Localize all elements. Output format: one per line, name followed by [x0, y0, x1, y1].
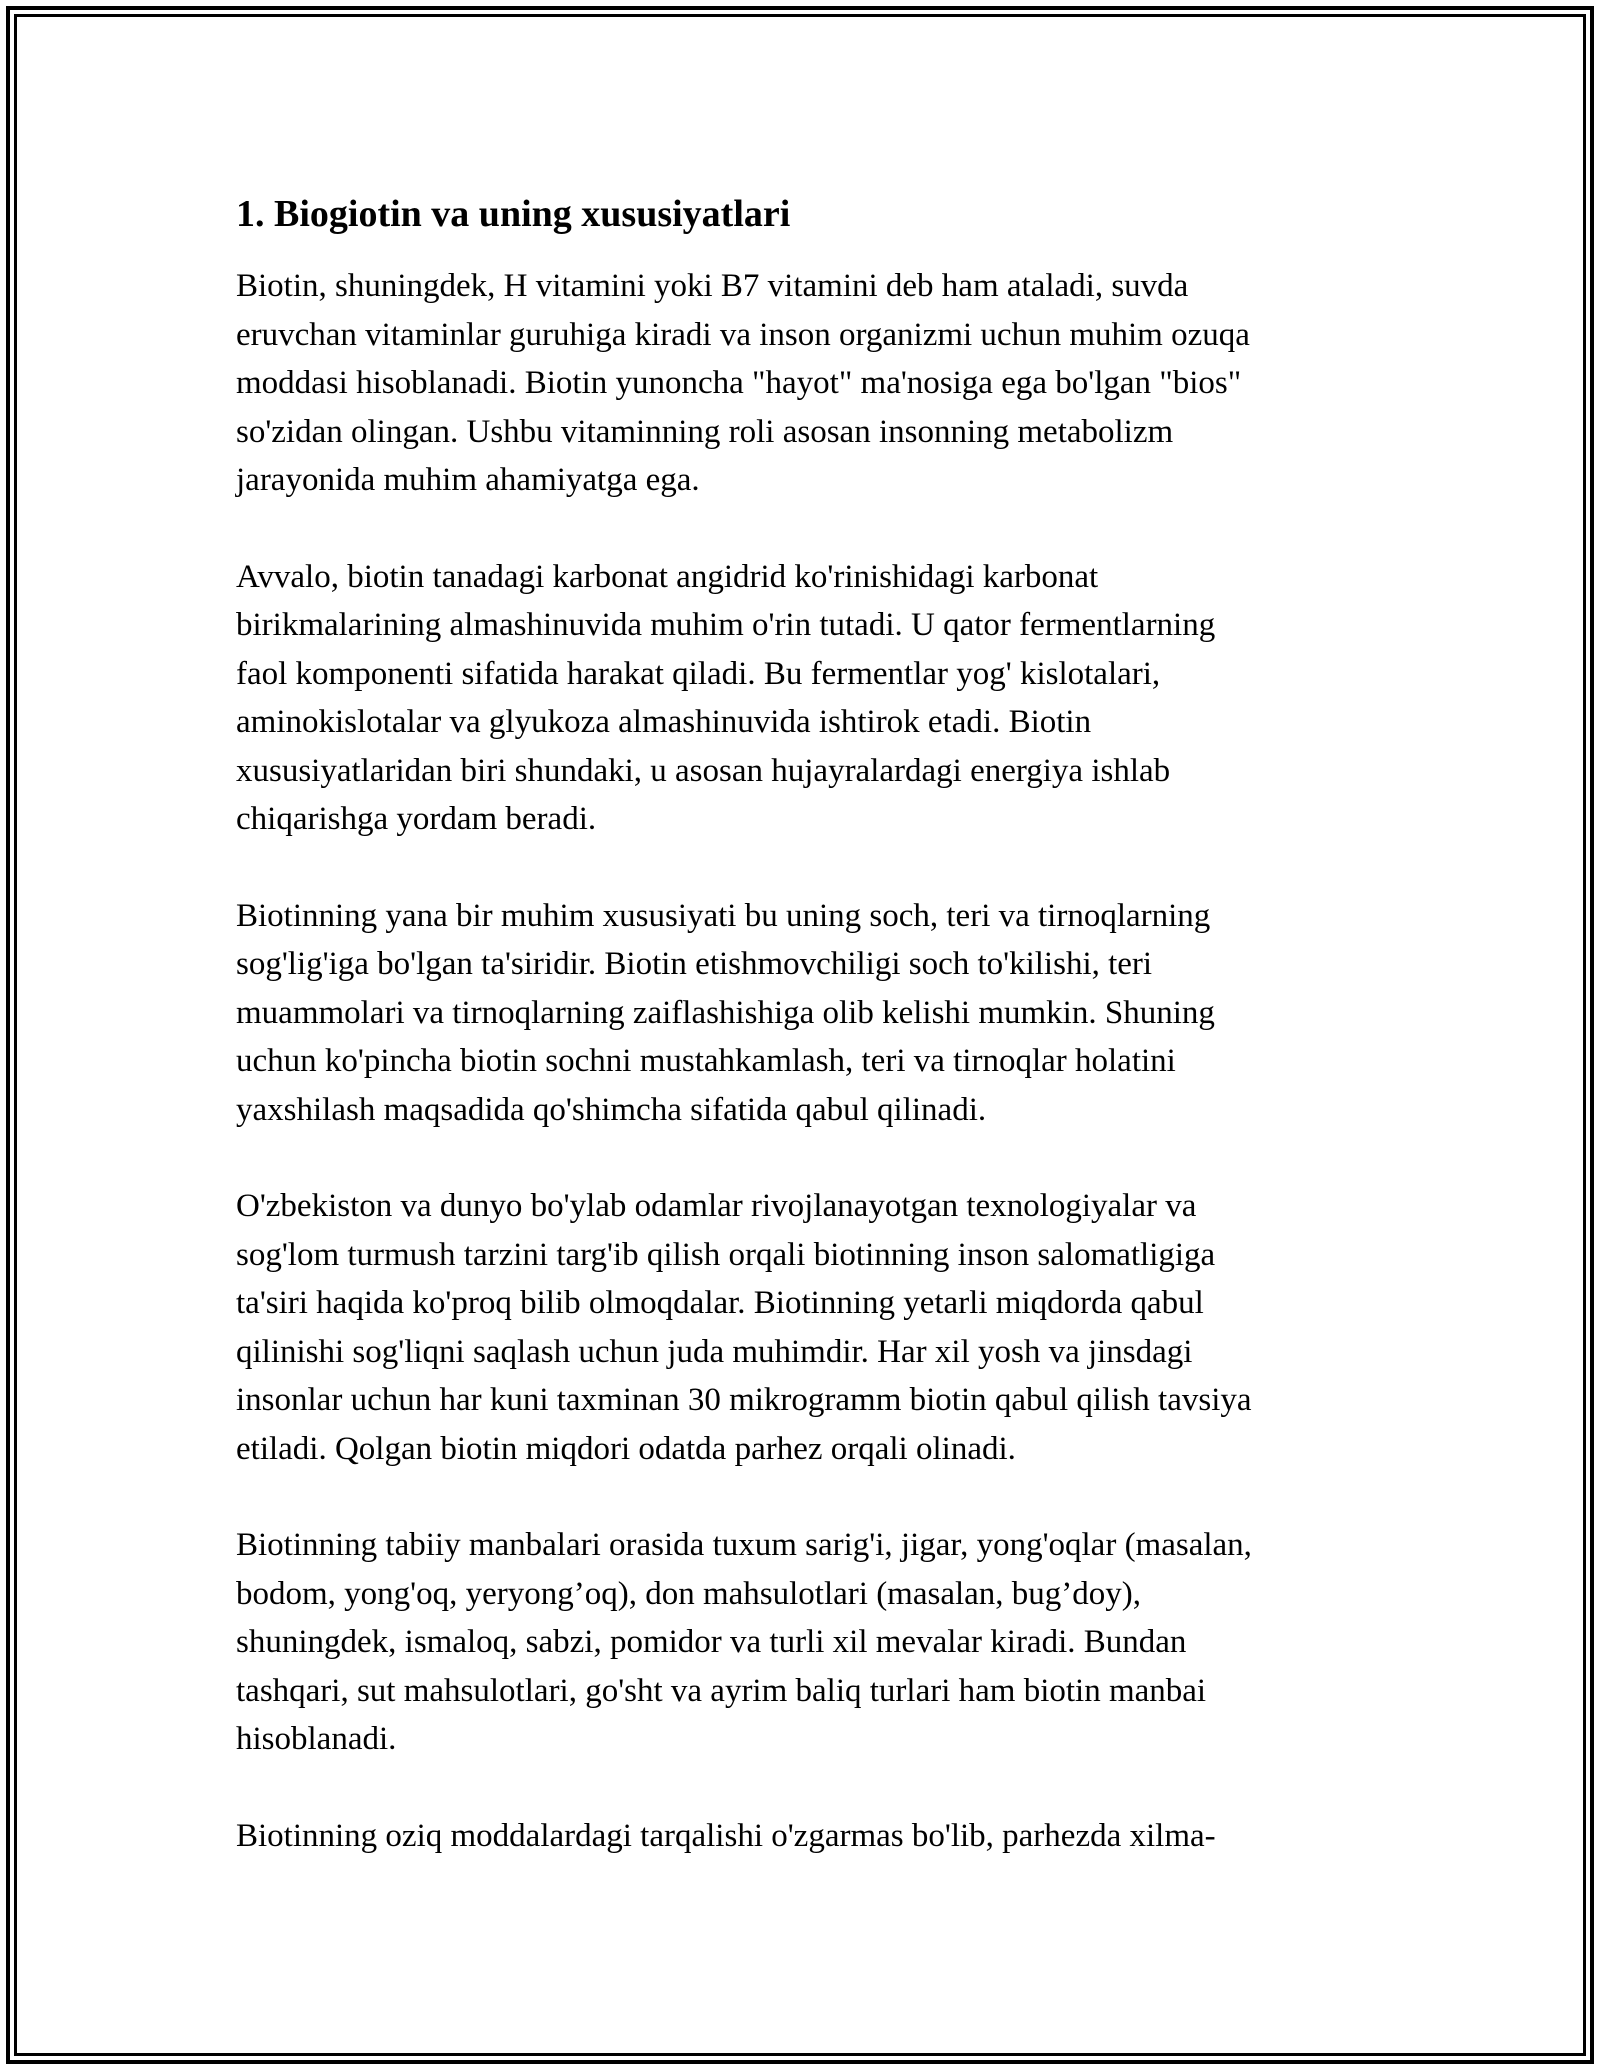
text-line: sog'lig'iga bo'lgan ta'siridir. Biotin etishmovchiligi soch to'kilishi, teri [236, 946, 1153, 982]
document-body [236, 188, 1376, 1908]
text-line: uchun ko'pincha biotin sochni mustahkamlash, teri va tirnoqlar holatini [236, 1043, 1176, 1079]
paragraph-2 [236, 553, 1376, 844]
text-line: eruvchan vitaminlar guruhiga kiradi va inson organizmi uchun muhim ozuqa [236, 316, 1250, 353]
paragraph-5 [236, 1521, 1376, 1764]
paragraph-4 [236, 1182, 1376, 1473]
text-line: tashqari, sut mahsulotlari, go'sht va ayrim baliq turlari ham biotin manbai [236, 1672, 1207, 1709]
paragraph-3 [236, 892, 1376, 1135]
text-line: etiladi. Qolgan biotin miqdori odatda parhez orqali olinadi. [236, 1430, 1016, 1467]
paragraph-1 [236, 262, 1376, 505]
paragraph-6 [236, 1812, 1376, 1861]
text-line: chiqarishga yordam beradi. [236, 801, 597, 837]
text-line: yaxshilash maqsadida qo'shimcha sifatida qabul qilinadi. [236, 1091, 987, 1128]
text-line: hisoblanadi. [236, 1721, 397, 1757]
text-line: xususiyatlaridan biri shundaki, u asosan hujayralardagi energiya ishlab [236, 752, 1171, 789]
text-line: faol komponenti sifatida harakat qiladi. Bu fermentlar yog' kislotalari, [236, 655, 1161, 692]
text-line: insonlar uchun har kuni taxminan 30 mikrogramm biotin qabul qilish tavsiya [236, 1382, 1252, 1418]
text-line: aminokislotalar va glyukoza almashinuvida ishtirok etadi. Biotin [236, 704, 1092, 740]
text-line: bodom, yong'oq, yeryong’oq), don mahsulotlari (masalan, bug’doy), [236, 1575, 1142, 1612]
text-line: jarayonida muhim ahamiyatga ega. [236, 462, 700, 498]
text-line: O'zbekiston va dunyo bo'ylab odamlar rivojlanayotgan texnologiyalar va [236, 1188, 1197, 1224]
text-line: shuningdek, ismaloq, sabzi, pomidor va turli xil mevalar kiradi. Bundan [236, 1624, 1187, 1660]
text-line: Biotin, shuningdek, H vitamini yoki B7 vitamini deb ham ataladi, suvda [236, 268, 1189, 304]
text-line: qilinishi sog'liqni saqlash uchun juda muhimdir. Har xil yosh va jinsdagi [236, 1333, 1193, 1370]
text-line: Avvalo, biotin tanadagi karbonat angidrid ko'rinishidagi karbonat [236, 558, 1099, 595]
text-line: ta'siri haqida ko'proq bilib olmoqdalar. Biotinning yetarli miqdorda qabul [236, 1285, 1204, 1321]
text-line: Biotinning yana bir muhim xususiyati bu uning soch, teri va tirnoqlarning [236, 897, 1211, 934]
text-line: birikmalarining almashinuvida muhim o'rin tutadi. U qator fermentlarning [236, 607, 1216, 643]
text-line: sog'lom turmush tarzini targ'ib qilish orqali biotinning inson salomatligiga [236, 1236, 1216, 1273]
section-heading: 1. Biogiotin va uning xususiyatlari [236, 193, 791, 235]
text-line: moddasi hisoblanadi. Biotin yunoncha "hayot" ma'nosiga ega bo'lgan "bios" [236, 365, 1242, 401]
text-line: muammolari va tirnoqlarning zaiflashishiga olib kelishi mumkin. Shuning [236, 994, 1215, 1031]
text-line: Biotinning oziq moddalardagi tarqalishi o'zgarmas bo'lib, parhezda xilma- [236, 1817, 1216, 1854]
text-line: Biotinning tabiiy manbalari orasida tuxum sarig'i, jigar, yong'oqlar (masalan, [236, 1527, 1252, 1563]
text-line: so'zidan olingan. Ushbu vitaminning roli asosan insonning metabolizm [236, 413, 1174, 450]
